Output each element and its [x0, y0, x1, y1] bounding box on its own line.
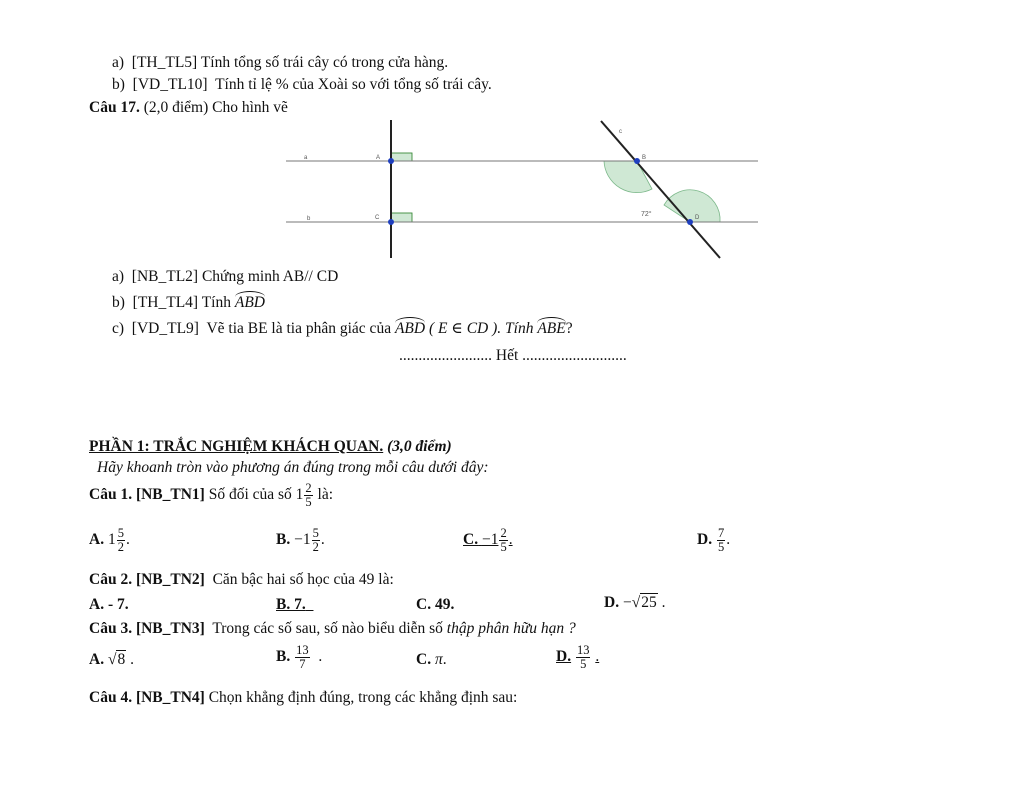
q1-option-a[interactable]: A. 1 $\frac{5}{2}$ . [89, 526, 130, 555]
label-D: D [695, 215, 700, 221]
q2-option-d[interactable]: D. −√25 . [604, 594, 666, 611]
q1-option-d[interactable]: D. $\frac{7}{5}$ . [697, 526, 731, 555]
q2-option-c[interactable]: C. 49. [416, 596, 455, 613]
label-72: 72° [641, 211, 652, 218]
tl2-item: a) [NB_TL2] Chứng minh AB// CD [112, 268, 339, 285]
end-marker: ........................ Hết ........................... [399, 347, 627, 364]
angle-D-sector [664, 190, 720, 222]
tl4-item: b) [TH_TL4] Tính ABD [112, 294, 265, 311]
q1-option-b[interactable]: B. −1 $\frac{5}{2}$ . [276, 526, 325, 555]
q3-option-d[interactable]: D. $\frac{13}{5}$ . [556, 643, 600, 672]
q2-option-b[interactable]: B. 7. [276, 596, 306, 613]
tl5-item: a) [TH_TL5] Tính tổng số trái cây có trong cửa hàng. [112, 54, 449, 71]
sqrt-25: √25 [631, 594, 657, 611]
q3-stem: Câu 3. [NB_TN3] Trong các số sau, số nào biểu diễn số thập phân hữu hạn ? [89, 620, 576, 637]
label-a: a [304, 155, 308, 161]
line-c [601, 121, 720, 258]
q1-fraction: $\frac{2}{5}$ [305, 481, 312, 510]
label-B: B [642, 155, 647, 161]
right-angle-C [391, 213, 412, 222]
sqrt-8: √8 [107, 651, 126, 668]
q3-option-c[interactable]: C. π. [416, 651, 447, 668]
q1-stem: Câu 1. [NB_TN1] Số đối của số 1 $\frac{2}{5}$ là: [89, 481, 334, 510]
angle-abd: ABD [234, 294, 265, 311]
q2-option-a[interactable]: A. - 7. [89, 596, 129, 613]
tl9-item: c) [VD_TL9] Vẽ tia BE là tia phân giác của ABD ( E ∈ CD ). Tính ABE? [112, 320, 573, 337]
part1-heading: PHẦN 1: TRẮC NGHIỆM KHÁCH QUAN. (3,0 điểm) [89, 438, 452, 455]
q1-option-c[interactable]: C. −1 $\frac{2}{5}$ . [463, 526, 513, 555]
tl10-item: b) [VD_TL10] Tính tỉ lệ % của Xoài so với tổng số trái cây. [112, 76, 492, 93]
angle-abd-2: ABD [394, 320, 426, 337]
label-c: c [619, 129, 622, 135]
point-D [687, 219, 693, 225]
q3-option-a[interactable]: A. √8 . [89, 651, 134, 668]
angle-abe: ABE [537, 320, 566, 337]
point-C [388, 219, 394, 225]
q3-option-b[interactable]: B. $\frac{13}{7}$ . [276, 643, 323, 672]
q2-stem: Câu 2. [NB_TN2] Căn bậc hai số học của 49 là: [89, 571, 394, 588]
geometry-figure [280, 115, 765, 265]
point-A [388, 158, 394, 164]
angle-B-sector [604, 161, 652, 193]
q4-stem: Câu 4. [NB_TN4] Chọn khẳng định đúng, trong các khẳng định sau: [89, 689, 518, 706]
part1-instruction: Hãy khoanh tròn vào phương án đúng trong mỗi câu dưới đây: [97, 459, 489, 476]
right-angle-A [391, 153, 412, 161]
label-b: b [307, 216, 311, 222]
label-A: A [376, 155, 381, 161]
label-C: C [375, 215, 380, 221]
point-B [634, 158, 640, 164]
cau17-title: Câu 17. (2,0 điểm) Cho hình vẽ [89, 99, 288, 116]
